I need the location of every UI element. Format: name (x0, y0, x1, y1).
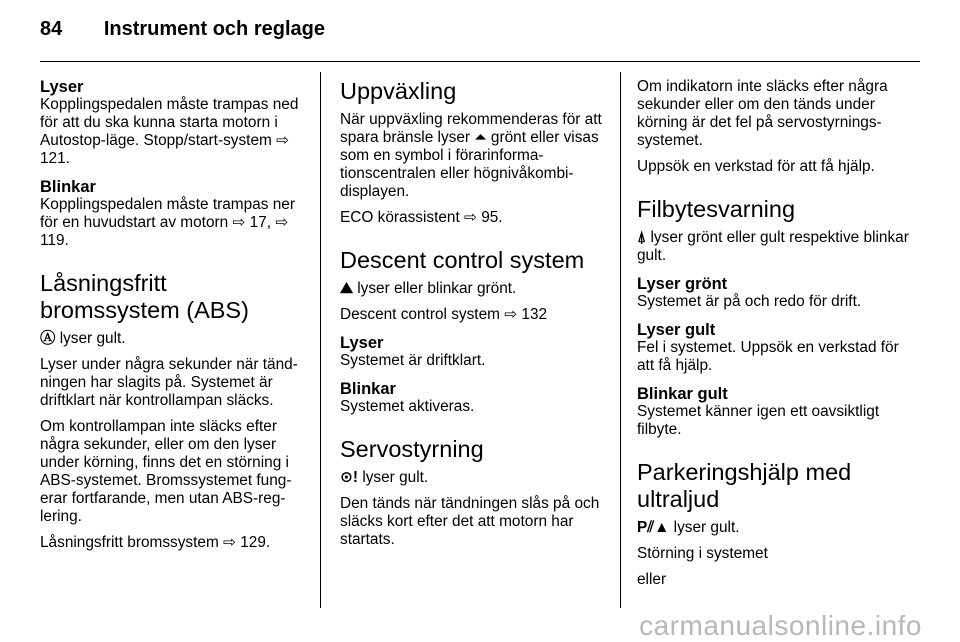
lane-change-icon: ⍋ (637, 229, 647, 246)
abs-warning-icon: Ⓐ (40, 330, 56, 347)
header-divider (40, 61, 920, 62)
page-header (40, 18, 325, 41)
power-steering-icon: ⊙! (340, 469, 359, 486)
column-2 (340, 78, 612, 557)
paragraph: Om kontrollampan inte släcks efter några sekunder, eller om den lyser under körning, finns det en störning i ABS-systemet. Bromssystemet fung-erar fortfarande, men utan ABS-reg-lering. (40, 418, 292, 525)
paragraph: Fel i systemet. Uppsök en verkstad för att få hjälp. (637, 339, 899, 374)
column-1 (40, 78, 312, 560)
section-heading: Blinkar gult (637, 385, 728, 403)
page-title: Instrument och reglage (103, 18, 325, 40)
paragraph: Systemet är på och redo för drift. (637, 293, 862, 310)
paragraph (637, 519, 909, 537)
paragraph: Kopplingspedalen måste trampas ner för en huvudstart av motorn ⇨ 17, ⇨ 119. (40, 196, 295, 249)
descent-control-icon: ⛰ (340, 280, 353, 297)
section-heading: Lyser (40, 78, 84, 96)
paragraph: Lyser under några sekunder när tänd-ningen har slagits på. Systemet är driftklart när kontrollampan släcks. (40, 356, 298, 409)
section-title-upshift: Uppväxling (340, 78, 457, 104)
paragraph: ECO körassistent ⇨ 95. (340, 209, 503, 226)
icon-caption: lyser gult. (673, 519, 740, 536)
section-heading: Lyser gult (637, 321, 716, 339)
paragraph: Uppsök en verkstad för att få hjälp. (637, 158, 875, 175)
icon-caption: lyser gult. (362, 469, 429, 486)
paragraph (637, 229, 909, 265)
icon-caption: lyser eller blinkar grönt. (357, 280, 517, 297)
page-number: 84 (40, 18, 63, 40)
column-3 (637, 78, 909, 597)
paragraph: Störning i systemet (637, 545, 768, 562)
paragraph: När uppväxling rekommenderas för att spara bränsle lyser ⏶ grönt eller visas som en symbol i förarinforma-tionscentralen eller högnivåkombi-displayen. (340, 111, 602, 200)
paragraph: Systemet känner igen ett oavsiktligt filbyte. (637, 403, 880, 438)
section-title-abs: Låsningsfritt bromssystem (ABS) (40, 270, 249, 323)
section-heading: Blinkar (40, 178, 96, 196)
paragraph: Systemet aktiveras. (340, 398, 475, 415)
section-title-descent-control: Descent control system (340, 247, 585, 273)
section-heading: Blinkar (340, 380, 396, 398)
paragraph: Låsningsfritt bromssystem ⇨ 129. (40, 534, 271, 551)
paragraph: eller (637, 571, 667, 588)
parking-assist-icon: P⫽▲ (637, 519, 670, 536)
section-heading: Lyser (340, 334, 384, 352)
paragraph: Den tänds när tändningen slås på och släcks kort efter det att motorn har startats. (340, 495, 600, 548)
section-title-power-steering: Servostyrning (340, 436, 484, 462)
icon-caption: lyser gult. (59, 330, 126, 347)
column-divider (320, 72, 321, 608)
watermark: carmanualsonline.info (639, 610, 922, 641)
icon-caption: lyser grönt eller gult respektive blinkar gult. (637, 229, 909, 264)
paragraph: Systemet är driftklart. (340, 352, 486, 369)
section-title-lane-change: Filbytesvarning (637, 196, 796, 222)
paragraph: Om indikatorn inte släcks efter några sekunder eller om den tänds under körning är det fel på servostyrnings-systemet. (637, 78, 888, 149)
section-title-parking-assist: Parkeringshjälp med ultraljud (637, 459, 852, 512)
paragraph (340, 469, 612, 487)
section-heading: Lyser grönt (637, 275, 728, 293)
paragraph (340, 280, 612, 298)
paragraph (40, 330, 312, 348)
paragraph: Descent control system ⇨ 132 (340, 306, 548, 323)
column-divider (620, 72, 621, 608)
paragraph: Kopplingspedalen måste trampas ned för att du ska kunna starta motorn i Autostop-läge. Stopp/start-system ⇨ 121. (40, 96, 299, 167)
